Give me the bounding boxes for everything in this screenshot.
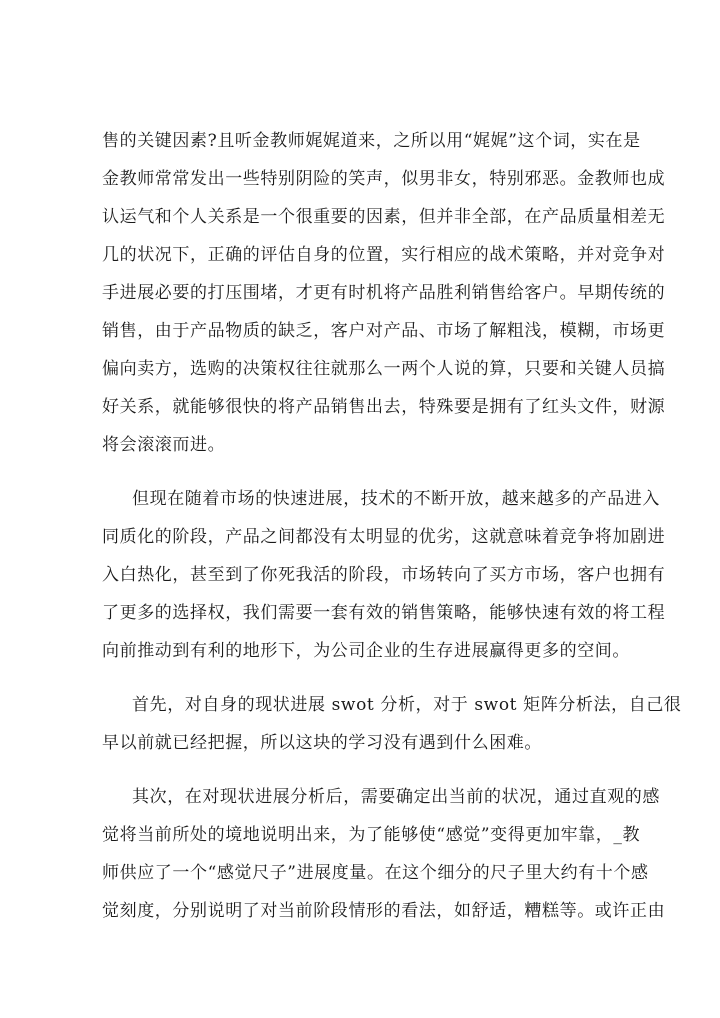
text-line: 销售，由于产品物质的缺乏，客户对产品、市场了解粗浅，模糊，市场更 <box>102 321 666 341</box>
paragraph-4 <box>102 778 666 930</box>
text-line: 觉将当前所处的境地说明出来，为了能够使“感觉”变得更加牢靠，_教 <box>102 825 641 845</box>
text-line: 觉刻度，分别说明了对当前阶段情形的看法，如舒适，糟糕等。或许正由 <box>102 901 666 921</box>
text-line: 其次，在对现状进展分析后，需要确定出当前的状况，通过直观的感 <box>132 787 660 807</box>
text-line: 将会滚滚而进。 <box>102 435 226 455</box>
document-body <box>102 122 682 930</box>
text-line: 几的状况下，正确的评估自身的位置，实行相应的战术策略，并对竞争对 <box>102 245 666 265</box>
paragraph-spacer <box>102 762 662 778</box>
text-line: 入白热化，甚至到了你死我活的阶段，市场转向了买方市场，客户也拥有 <box>102 565 666 585</box>
text-line: 好关系，就能够很快的将产品销售出去，特殊要是拥有了红头文件，财源 <box>102 397 666 417</box>
text-line: 手进展必要的打压围堵，才更有时机将产品胜利销售给客户。早期传统的 <box>102 283 666 303</box>
paragraph-1 <box>102 122 666 464</box>
paragraph-2 <box>102 480 666 670</box>
text-line: 但现在随着市场的快速进展，技术的不断开放，越来越多的产品进入 <box>132 489 660 509</box>
text-line: 售的关键因素?且听金教师娓娓道来，之所以用“娓娓”这个词，实在是 <box>102 131 641 151</box>
text-line: 偏向卖方，选购的决策权往往就那么一两个人说的算，只要和关键人员搞 <box>102 359 666 379</box>
text-line: 同质化的阶段，产品之间都没有太明显的优劣，这就意味着竞争将加剧进 <box>102 527 666 547</box>
text-line: 金教师常常发出一些特别阴险的笑声，似男非女，特别邪恶。金教师也成 <box>102 169 666 189</box>
text-line: 认运气和个人关系是一个很重要的因素，但并非全部，在产品质量相差无 <box>102 207 666 227</box>
text-line: 师供应了一个“感觉尺子”进展度量。在这个细分的尺子里大约有十个感 <box>102 863 649 883</box>
paragraph-spacer <box>102 464 662 480</box>
text-line: 了更多的选择权，我们需要一套有效的销售策略，能够快速有效的将工程 <box>102 603 666 623</box>
paragraph-spacer <box>102 670 662 686</box>
text-line: 向前推动到有利的地形下，为公司企业的生存进展赢得更多的空间。 <box>102 641 630 661</box>
text-line: 首先，对自身的现状进展 swot 分析，对于 swot 矩阵分析法，自己很 <box>132 695 682 715</box>
text-line: 早以前就已经把握，所以这块的学习没有遇到什么困难。 <box>102 733 542 753</box>
paragraph-3 <box>102 686 682 762</box>
